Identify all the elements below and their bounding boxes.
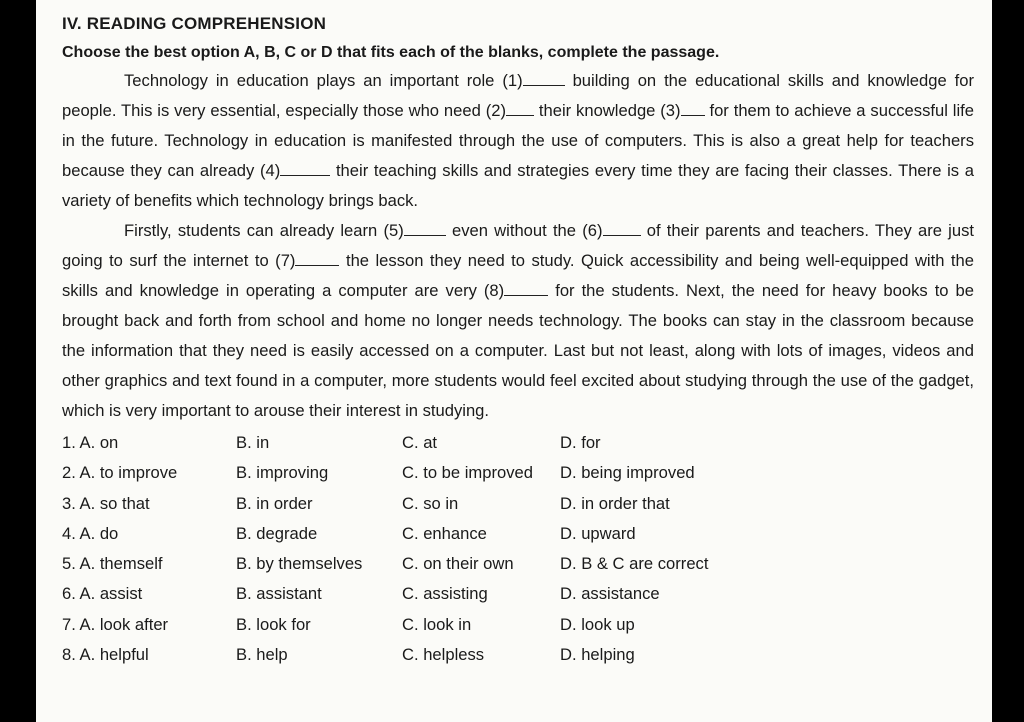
passage [62,66,974,426]
paragraph-2-text-3: of their parents and teachers. They are just going to surf the internet to (7) [62,221,974,270]
option-a[interactable]: 7. A. look after [62,614,169,634]
option-a[interactable]: 4. A. do [62,523,119,543]
option-b[interactable]: B. by themselves [236,554,363,574]
paragraph-1-text-1: Technology in education plays an important role (1) [124,71,523,90]
question-row [62,610,974,640]
option-a[interactable]: 5. A. themself [62,554,163,574]
option-d[interactable]: D. look up [560,614,635,634]
blank-6[interactable] [603,220,641,236]
question-row [62,579,974,609]
paragraph-1-text-5: their teaching skills and strategies every time they are facing their classes. There is a variety of benefits which technology brings back. [62,161,974,210]
option-b[interactable]: B. look for [236,614,311,634]
option-b[interactable]: B. degrade [236,523,318,543]
question-row [62,489,974,519]
paragraph-2 [62,216,974,426]
option-c[interactable]: C. at [402,433,438,452]
blank-1[interactable] [523,70,565,86]
option-b[interactable]: B. improving [236,463,329,483]
option-a[interactable]: 3. A. so that [62,493,150,513]
option-a[interactable]: 8. A. helpful [62,645,149,665]
blank-8[interactable] [504,280,548,296]
paragraph-2-text-2: even without the (6) [451,221,603,240]
option-c[interactable]: C. helpless [402,645,485,665]
question-row [62,549,974,579]
blank-7[interactable] [295,250,339,266]
option-d[interactable]: D. B & C are correct [560,554,709,574]
option-d[interactable]: D. being improved [560,463,695,483]
instruction: Choose the best option A, B, C or D that fits each of the blanks, complete the passage. [62,44,720,61]
blank-4[interactable] [280,160,330,176]
worksheet-page [36,0,992,722]
option-a[interactable]: 1. A. on [62,433,119,452]
option-d[interactable]: D. assistance [560,584,660,604]
paragraph-1-text-4: for them to achieve a successful life in the future. Technology in education is manifested through the use of computers. This is also a great help for teachers because they can already (4) [62,101,974,180]
option-a[interactable]: 6. A. assist [62,584,143,604]
section-title: IV. READING COMPREHENSION [62,14,327,33]
paragraph-1 [62,66,974,216]
option-b[interactable]: B. help [236,645,288,665]
paragraph-2-text-4: the lesson they need to study. Quick accessibility and being well-equipped with the skills and knowledge in operating a computer are very (8) [62,251,974,300]
answer-options [62,428,974,670]
option-c[interactable]: C. so in [402,493,459,513]
question-row [62,428,974,458]
paragraph-1-text-3: their knowledge (3) [538,101,681,120]
option-d[interactable]: D. helping [560,645,635,665]
option-b[interactable]: B. in [236,433,270,452]
paragraph-1-text-2: building on the educational skills and knowledge for people. This is very essential, especially those who need (2) [62,71,974,120]
option-b[interactable]: B. in order [236,493,313,513]
blank-3[interactable] [681,100,705,116]
option-c[interactable]: C. assisting [402,584,488,604]
question-row [62,640,974,670]
option-c[interactable]: C. enhance [402,523,487,543]
question-row [62,519,974,549]
question-row [62,458,974,488]
blank-5[interactable] [404,220,446,236]
paragraph-2-text-5: for the students. Next, the need for heavy books to be brought back and forth from school and home no longer needs technology. The books can stay in the classroom because the information that they need is easily accessed on a computer. Last but not least, along with lots of images, videos and other graphics and text found in a computer, more students would feel excited about studying through the use of the gadget, which is very important to arouse their interest in studying. [62,281,974,420]
option-b[interactable]: B. assistant [236,584,322,604]
paragraph-2-text-1: Firstly, students can already learn (5) [124,221,404,240]
blank-2[interactable] [506,100,534,116]
option-c[interactable]: C. look in [402,614,472,634]
option-d[interactable]: D. upward [560,523,636,543]
option-c[interactable]: C. on their own [402,554,514,574]
option-a[interactable]: 2. A. to improve [62,463,178,483]
option-d[interactable]: D. for [560,433,601,452]
option-c[interactable]: C. to be improved [402,463,533,483]
option-d[interactable]: D. in order that [560,493,670,513]
